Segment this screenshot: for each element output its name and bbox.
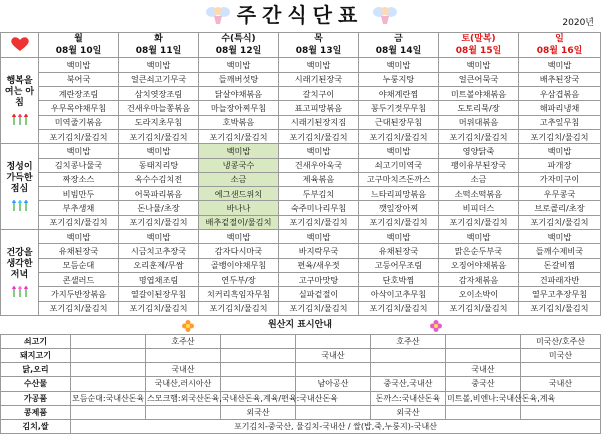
- menu-item: 고구마치즈돈까스: [359, 172, 439, 186]
- origin-row: [1, 349, 601, 363]
- origin-value: 돈까스:국내산돈육: [371, 391, 446, 405]
- menu-item: 배추된장국: [519, 72, 601, 86]
- menu-item: 감자다시마국: [199, 244, 279, 258]
- origin-value: 국내산: [446, 363, 521, 377]
- menu-item: 바지락무국: [279, 244, 359, 258]
- origin-value: [71, 349, 146, 363]
- origin-title: 원산지 표시안내: [268, 320, 332, 330]
- menu-item: 백미밥: [279, 144, 359, 158]
- menu-item: 감자채볶음: [439, 272, 519, 286]
- menu-item: 건새우아욱국: [279, 158, 359, 172]
- year-label: 2020년: [562, 18, 594, 28]
- meal-label-text: 건강을 생각한 저녁: [6, 248, 33, 281]
- menu-item: 포기김치/물김치: [119, 215, 199, 229]
- menu-row: [1, 201, 601, 215]
- day-date: 08월 12일: [199, 45, 279, 58]
- menu-item: 건파래자반: [519, 272, 601, 286]
- menu-item: 포기김치/물김치: [519, 215, 601, 229]
- origin-value: 국내산,러시아산: [146, 377, 221, 391]
- origin-value: [446, 405, 521, 419]
- menu-item: 가지두반장볶음: [39, 287, 119, 301]
- menu-item: 해파리냉채: [519, 101, 601, 115]
- menu-item: 표고피망볶음: [279, 101, 359, 115]
- menu-row: [1, 115, 601, 129]
- origin-row: [1, 363, 601, 377]
- menu-item: 시래기된장지짐: [279, 115, 359, 129]
- menu-item: 닭살야채볶음: [199, 87, 279, 101]
- day-date: 08월 15일: [439, 45, 519, 58]
- menu-item: 고구마맛탕: [279, 272, 359, 286]
- origin-value: [221, 363, 296, 377]
- menu-item: 열무고추장무침: [519, 287, 601, 301]
- menu-item: 동태지리탕: [119, 158, 199, 172]
- menu-row: [1, 129, 601, 143]
- date-header-row: [1, 45, 601, 58]
- origin-row: [1, 419, 601, 433]
- menu-item: 누룽지탕: [359, 72, 439, 86]
- menu-item: 포기김치/물김치: [39, 215, 119, 229]
- menu-item: 고등어무조림: [359, 258, 439, 272]
- menu-item: 에그샌드위치: [199, 187, 279, 201]
- menu-item: 백미밥: [519, 58, 601, 72]
- origin-value: 중국산: [446, 377, 521, 391]
- menu-item: 계란장조림: [39, 87, 119, 101]
- menu-item: 백미밥: [359, 230, 439, 244]
- origin-value: 미국산: [521, 349, 601, 363]
- heart-icon: [9, 36, 31, 52]
- menu-item: 포기김치/물김치: [39, 129, 119, 143]
- menu-item: 고추잎무침: [519, 115, 601, 129]
- origin-item: 닭,오리: [1, 363, 71, 377]
- menu-item: 북어국: [39, 72, 119, 86]
- menu-item: 포기김치/물김치: [359, 301, 439, 315]
- origin-value: 호주산: [146, 335, 221, 349]
- origin-value: [521, 363, 601, 377]
- menu-item: 옥수수김치전: [119, 172, 199, 186]
- menu-item: 실파겉절이: [279, 287, 359, 301]
- menu-item: 우무콩국: [519, 187, 601, 201]
- menu-item: 치커리흑임자무침: [199, 287, 279, 301]
- menu-item: 머위대볶음: [439, 115, 519, 129]
- meal-label: [1, 58, 39, 144]
- menu-item: 야채계란찜: [359, 87, 439, 101]
- origin-value: [221, 349, 296, 363]
- menu-item: 김치콩나물국: [39, 158, 119, 172]
- menu-item: 단호박찜: [359, 272, 439, 286]
- menu-item: 소떡소떡볶음: [439, 187, 519, 201]
- tulip-icon: [9, 197, 31, 211]
- menu-item: 비빔만두: [39, 187, 119, 201]
- menu-item: 백미밥: [519, 144, 601, 158]
- day-date: 08월 13일: [279, 45, 359, 58]
- origin-item: 돼지고기: [1, 349, 71, 363]
- origin-row: [1, 377, 601, 391]
- menu-item: 백미밥: [359, 144, 439, 158]
- angel-left-icon: [205, 3, 231, 25]
- menu-item: 소금: [439, 172, 519, 186]
- menu-row: [1, 87, 601, 101]
- origin-value: 외국산: [371, 405, 446, 419]
- origin-value: 국내산: [296, 349, 371, 363]
- day-name: 월: [39, 33, 119, 46]
- menu-item: 포기김치/물김치: [39, 301, 119, 315]
- origin-value: 외국산: [221, 405, 296, 419]
- origin-value: [371, 363, 446, 377]
- origin-value: [71, 377, 146, 391]
- origin-item: 김치,쌀: [1, 419, 71, 433]
- menu-item: 배추겉절이/물김치: [199, 215, 279, 229]
- menu-item: 포기김치/물김치: [279, 129, 359, 143]
- menu-row: [1, 101, 601, 115]
- menu-item: 백미밥: [199, 58, 279, 72]
- menu-item: 어묵파리볶음: [119, 187, 199, 201]
- menu-item: 포기김치/물김치: [199, 301, 279, 315]
- origin-value: [71, 335, 146, 349]
- tulip-icon: [9, 111, 31, 125]
- menu-row: [1, 187, 601, 201]
- menu-item: 콘샐러드: [39, 272, 119, 286]
- menu-item: 포기김치/물김치: [279, 215, 359, 229]
- menu-item: 얼큰쇠고기무국: [119, 72, 199, 86]
- menu-item: 돈갈비찜: [519, 258, 601, 272]
- menu-item: 백미밥: [439, 230, 519, 244]
- menu-row: [1, 287, 601, 301]
- meal-label-text: 정성이 가득한 점심: [6, 162, 33, 195]
- day-date: 08월 10일: [39, 45, 119, 58]
- day-date: 08월 16일: [519, 45, 601, 58]
- origin-value: 국내산: [146, 363, 221, 377]
- menu-item: 백미밥: [39, 144, 119, 158]
- origin-value: [446, 335, 521, 349]
- menu-item: 팽이유부된장국: [439, 158, 519, 172]
- menu-row: [1, 72, 601, 86]
- menu-item: 건새우마늘쫑볶음: [119, 101, 199, 115]
- origin-value: 미트볼,비엔나:국내산돈육,계육: [446, 391, 521, 405]
- menu-item: 부추생채: [39, 201, 119, 215]
- origin-item: 쇠고기: [1, 335, 71, 349]
- menu-item: 백미밥: [119, 144, 199, 158]
- menu-item: 호박볶음: [199, 115, 279, 129]
- menu-item: 포기김치/물김치: [439, 301, 519, 315]
- angel-right-icon: [372, 3, 398, 25]
- menu-row: [1, 144, 601, 158]
- menu-item: 파개장: [519, 158, 601, 172]
- menu-item: 오징어야채볶음: [439, 258, 519, 272]
- header-corner: [1, 33, 39, 58]
- menu-item: 백미밥: [39, 230, 119, 244]
- menu-item: 꽁두기젓무무침: [359, 101, 439, 115]
- menu-item: 백미밥: [439, 58, 519, 72]
- menu-item: 들깨버섯탕: [199, 72, 279, 86]
- origin-value: 포기김치-중국산, 물김치-국내산 / 쌀(밥,죽,누룽지)-국내산: [71, 419, 601, 433]
- menu-item: 백미밥: [119, 230, 199, 244]
- menu-row: [1, 215, 601, 229]
- menu-item: 백미밥: [199, 230, 279, 244]
- origin-value: [146, 349, 221, 363]
- origin-value: [296, 363, 371, 377]
- origin-item: 콩제품: [1, 405, 71, 419]
- menu-item: 바나나: [199, 201, 279, 215]
- menu-item: 오리훈제/무쌈: [119, 258, 199, 272]
- menu-row: [1, 172, 601, 186]
- menu-item: 포기김치/물김치: [519, 129, 601, 143]
- menu-item: 제육볶음: [279, 172, 359, 186]
- meal-label-text: 행복을 여는 아침: [4, 76, 35, 109]
- origin-value: 스모크햄:외국산돈육,국내산돈육,계육/편육:국내산돈육: [146, 391, 221, 405]
- menu-item: 돈나물/초장: [119, 201, 199, 215]
- menu-item: 비피더스: [439, 201, 519, 215]
- day-name: 수(특식): [199, 33, 279, 46]
- origin-row: [1, 405, 601, 419]
- menu-item: 영양닭죽: [439, 144, 519, 158]
- meal-label: [1, 144, 39, 230]
- origin-value: [221, 335, 296, 349]
- menu-item: 깻잎장아찌: [359, 201, 439, 215]
- menu-item: 백미밥: [519, 230, 601, 244]
- menu-item: 마늘장아찌무침: [199, 101, 279, 115]
- origin-value: 모듬순대:국내산돈육: [71, 391, 146, 405]
- menu-item: 우무목야채무침: [39, 101, 119, 115]
- origin-value: [371, 349, 446, 363]
- menu-item: 포기김치/물김치: [119, 301, 199, 315]
- origin-value: [521, 405, 601, 419]
- day-name: 금: [359, 33, 439, 46]
- menu-item: 시금치고추장국: [119, 244, 199, 258]
- menu-row: [1, 158, 601, 172]
- menu-item: 포기김치/물김치: [119, 129, 199, 143]
- menu-item: 백미밥: [39, 58, 119, 72]
- menu-item: 백미밥: [199, 144, 279, 158]
- origin-row: [1, 391, 601, 405]
- menu-item: 명엽채조림: [119, 272, 199, 286]
- menu-item: 백미밥: [359, 58, 439, 72]
- menu-item: 브로콜리/초장: [519, 201, 601, 215]
- origin-value: 남아공산: [296, 377, 371, 391]
- menu-item: 백미밥: [279, 58, 359, 72]
- menu-item: 가자미구이: [519, 172, 601, 186]
- menu-item: 두부김치: [279, 187, 359, 201]
- menu-item: 시래기된장국: [279, 72, 359, 86]
- menu-item: 연두부/장: [199, 272, 279, 286]
- menu-item: 근대된장무침: [359, 115, 439, 129]
- weekly-menu-table: [0, 32, 601, 316]
- day-header-row: [1, 33, 601, 46]
- origin-value: [71, 363, 146, 377]
- origin-row: [1, 335, 601, 349]
- menu-item: 소금: [199, 172, 279, 186]
- menu-row: [1, 58, 601, 72]
- menu-item: 들깨수제비국: [519, 244, 601, 258]
- menu-row: [1, 258, 601, 272]
- day-name: 목: [279, 33, 359, 46]
- flower-right-icon: [430, 320, 442, 332]
- origin-value: [71, 405, 146, 419]
- menu-item: 포기김치/물김치: [519, 301, 601, 315]
- menu-item: 포기김치/물김치: [439, 129, 519, 143]
- menu-item: 삼치엿장조림: [119, 87, 199, 101]
- menu-item: 백미밥: [119, 58, 199, 72]
- origin-value: 중국산,국내산: [371, 377, 446, 391]
- menu-row: [1, 272, 601, 286]
- menu-item: 느타리피망볶음: [359, 187, 439, 201]
- origin-value: 미국산/호주산: [521, 335, 601, 349]
- origin-item: 가공품: [1, 391, 71, 405]
- menu-item: 포기김치/물김치: [439, 215, 519, 229]
- day-name: 화: [119, 33, 199, 46]
- menu-item: 포기김치/물김치: [199, 129, 279, 143]
- menu-item: 얼큰어묵국: [439, 72, 519, 86]
- origin-value: 국내산: [521, 377, 601, 391]
- menu-item: 도토리묵/장: [439, 101, 519, 115]
- menu-item: 우삼겹볶음: [519, 87, 601, 101]
- menu-item: 도라지초무침: [119, 115, 199, 129]
- menu-item: 모듬순대: [39, 258, 119, 272]
- menu-item: 포기김치/물김치: [359, 129, 439, 143]
- menu-item: 포기김치/물김치: [359, 215, 439, 229]
- menu-item: 유채된장국: [359, 244, 439, 258]
- menu-item: 오이소박이: [439, 287, 519, 301]
- menu-item: 편육/새우젓: [279, 258, 359, 272]
- origin-value: [446, 349, 521, 363]
- origin-value: [296, 405, 371, 419]
- menu-item: 쇠고기미역국: [359, 158, 439, 172]
- menu-item: 아삭이고추무침: [359, 287, 439, 301]
- origin-value: [296, 335, 371, 349]
- menu-item: 갈치구이: [279, 87, 359, 101]
- day-name: 토(말복): [439, 33, 519, 46]
- origin-table: [0, 334, 601, 434]
- day-date: 08월 14일: [359, 45, 439, 58]
- menu-item: 골뱅이야채무침: [199, 258, 279, 272]
- menu-row: [1, 244, 601, 258]
- menu-item: 숙주미나리무침: [279, 201, 359, 215]
- tulip-icon: [9, 283, 31, 297]
- day-date: 08월 11일: [119, 45, 199, 58]
- origin-value: [146, 405, 221, 419]
- origin-value: [221, 377, 296, 391]
- menu-item: 포기김치/물김치: [279, 301, 359, 315]
- page-title: 주간식단표: [236, 3, 364, 27]
- day-name: 일: [519, 33, 601, 46]
- menu-item: 미역줄기볶음: [39, 115, 119, 129]
- menu-item: 맑은순두부국: [439, 244, 519, 258]
- menu-item: 짜장소스: [39, 172, 119, 186]
- menu-row: [1, 301, 601, 315]
- meal-label: [1, 230, 39, 316]
- menu-item: 미트볼야채볶음: [439, 87, 519, 101]
- menu-item: 백미밥: [279, 230, 359, 244]
- menu-row: [1, 230, 601, 244]
- menu-item: 냉콩국수: [199, 158, 279, 172]
- origin-value: 호주산: [371, 335, 446, 349]
- origin-item: 수산물: [1, 377, 71, 391]
- menu-item: 열갈이된장무침: [119, 287, 199, 301]
- menu-item: 유채된장국: [39, 244, 119, 258]
